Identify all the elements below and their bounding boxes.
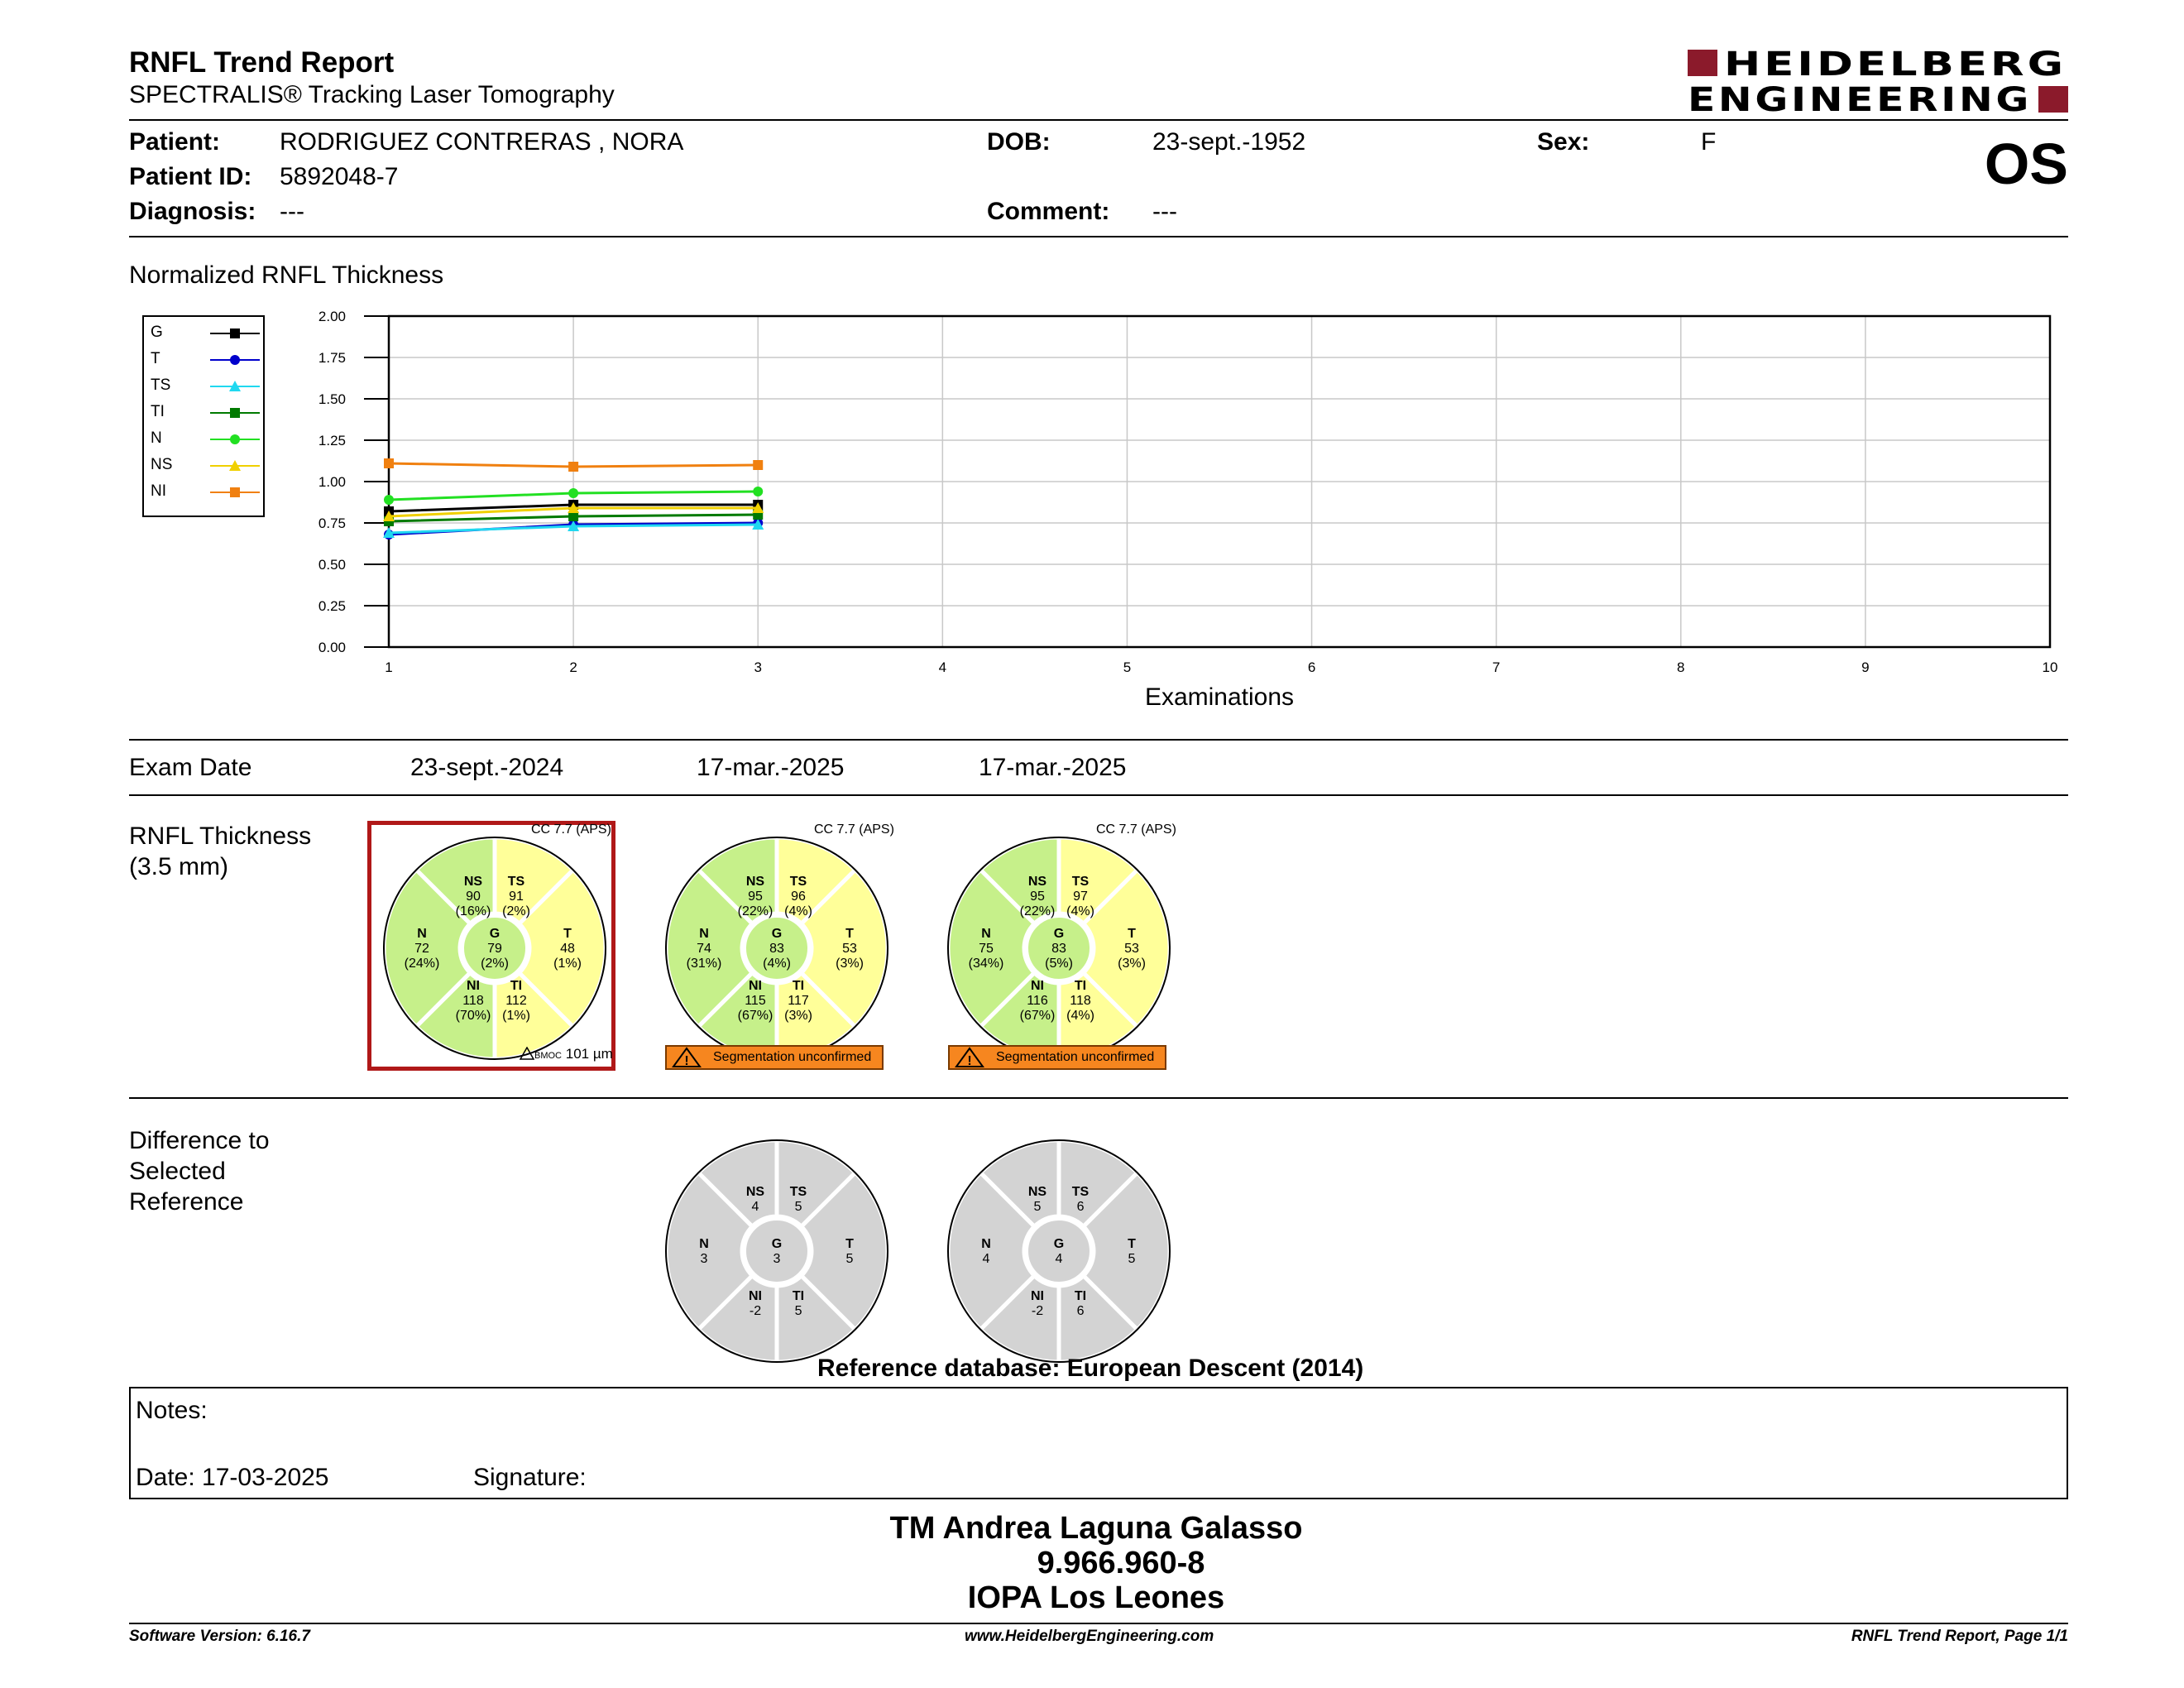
difference-circle-2[interactable] [663, 1137, 891, 1365]
sector-value: -2 [1031, 1303, 1044, 1318]
warning-icon [955, 1047, 984, 1068]
sector-value: 5 [1033, 1200, 1042, 1215]
sector-value: 97 [1073, 890, 1088, 904]
legend-marker [230, 328, 240, 338]
sector-label: T [1128, 927, 1136, 941]
sector-label: T [845, 927, 854, 941]
signer-id: 9.966.960-8 [1037, 1546, 1205, 1580]
sector-label: NS [745, 875, 765, 890]
y-tick-label: 0.25 [318, 598, 346, 614]
sector-label: N [699, 1237, 709, 1251]
sector-label: N [981, 927, 991, 941]
legend-label: NS [151, 456, 173, 473]
x-tick-label: 2 [569, 659, 577, 675]
exam-date-label: Exam Date [129, 754, 252, 781]
sector-value: 90 [466, 890, 481, 904]
legend-label: TS [151, 376, 171, 394]
x-tick-label: 6 [1307, 659, 1316, 675]
notes-label: Notes: [136, 1397, 208, 1424]
sector-label: TI [792, 978, 805, 993]
sector-label: TI [510, 978, 523, 993]
sector-value: 3 [700, 1252, 708, 1266]
legend-item-ti [151, 400, 258, 426]
sector-value: (2%) [481, 957, 509, 971]
software-version: Software Version: 6.16.7 [129, 1628, 310, 1645]
sector-value: 6 [1076, 1200, 1085, 1215]
data-point [753, 487, 763, 496]
sector-label: NI [748, 978, 762, 993]
sector-label: TS [789, 1185, 807, 1200]
x-tick-label: 9 [1861, 659, 1870, 675]
warning-icon [672, 1047, 702, 1068]
legend-swatch [208, 426, 261, 453]
sector-value: 91 [509, 890, 524, 904]
svg-text:!: ! [684, 1054, 689, 1068]
sector-value: (3%) [784, 1008, 812, 1023]
sector-value: 96 [791, 890, 806, 904]
signature-label: Signature: [473, 1464, 587, 1491]
sector-value: 5 [794, 1303, 802, 1318]
segmentation-warning-text: Segmentation unconfirmed [996, 1050, 1155, 1064]
sex-label: Sex: [1537, 128, 1590, 156]
data-point [384, 458, 394, 468]
sector-value: (1%) [502, 1008, 530, 1023]
sector-value: 72 [414, 942, 429, 956]
sector-label: N [417, 927, 427, 941]
rnfl-circle-2[interactable] [663, 834, 891, 1062]
sector-label: NS [1027, 875, 1047, 890]
sector-label: NS [1027, 1185, 1047, 1200]
x-tick-label: 10 [2042, 659, 2058, 675]
legend-label: T [151, 350, 160, 367]
sector-label: TS [1071, 875, 1090, 890]
sector-value: 118 [462, 993, 484, 1008]
sector-value: 5 [794, 1200, 802, 1215]
sector-value: 5 [845, 1252, 854, 1266]
sector-value: 4 [1055, 1252, 1063, 1266]
legend-swatch [208, 400, 261, 426]
legend-label: N [151, 429, 162, 447]
heidelberg-logo [1688, 45, 2068, 116]
sector-value: 3 [773, 1252, 781, 1266]
sector-label: G [1053, 1237, 1065, 1251]
sector-value: (4%) [1066, 904, 1094, 919]
patient-label: Patient: [129, 128, 221, 156]
y-tick-label: 0.75 [318, 516, 346, 531]
data-point [568, 488, 578, 498]
website-link[interactable]: www.HeidelbergEngineering.com [965, 1628, 1214, 1645]
patient-id-value: 5892048-7 [280, 163, 399, 190]
rnfl-diameter-label: (3.5 mm) [129, 853, 228, 880]
data-point [384, 495, 394, 505]
comment-value: --- [1152, 198, 1177, 225]
sector-value: 112 [505, 993, 527, 1008]
dob-value: 23-sept.-1952 [1152, 128, 1306, 156]
legend-item-g [151, 320, 258, 347]
sector-value: 74 [697, 942, 711, 956]
y-tick-label: 0.50 [318, 557, 346, 573]
sector-value: 4 [751, 1200, 759, 1215]
sector-label: NI [748, 1288, 762, 1303]
legend-item-ts [151, 373, 258, 400]
legend-marker [230, 408, 240, 418]
sector-value: (34%) [968, 957, 1004, 971]
sector-label: G [771, 927, 783, 941]
reference-database: Reference database: European Descent (2014) [817, 1355, 1364, 1382]
sector-value: 79 [487, 942, 502, 956]
y-tick-label: 1.25 [318, 433, 346, 448]
segmentation-warning-2 [665, 1045, 884, 1070]
sector-value: 95 [1030, 890, 1045, 904]
data-point [568, 462, 578, 472]
x-tick-label: 3 [754, 659, 762, 675]
diagnosis-value: --- [280, 198, 304, 225]
patient-divider [129, 236, 2068, 237]
comment-label: Comment: [987, 198, 1110, 225]
sector-g [1027, 1219, 1091, 1283]
thickness-divider [129, 1097, 2068, 1099]
exam-date-3: 17-mar.-2025 [979, 754, 1127, 781]
signer-institution: IOPA Los Leones [967, 1580, 1225, 1615]
sector-value: 117 [788, 993, 809, 1008]
sector-value: 115 [745, 993, 766, 1008]
sector-value: 4 [982, 1252, 990, 1266]
y-tick-label: 1.00 [318, 474, 346, 490]
sector-value: 75 [979, 942, 994, 956]
sector-label: G [1053, 927, 1065, 941]
sector-value: (3%) [836, 957, 864, 971]
sector-value: (70%) [455, 1008, 491, 1023]
patient-id-label: Patient ID: [129, 163, 252, 190]
x-tick-label: 4 [938, 659, 947, 675]
legend-marker [230, 434, 240, 444]
sector-label: G [771, 1237, 783, 1251]
legend-item-t [151, 347, 258, 373]
sector-value: (4%) [763, 957, 791, 971]
rnfl-thickness-label: RNFL Thickness [129, 822, 312, 850]
x-tick-label: 5 [1123, 659, 1132, 675]
sector-value: 53 [842, 942, 857, 956]
notes-box[interactable] [129, 1387, 2068, 1499]
legend-swatch [208, 453, 261, 479]
sector-label: TS [1071, 1185, 1090, 1200]
segmentation-warning-text: Segmentation unconfirmed [713, 1050, 872, 1064]
x-axis-label: Examinations [1144, 683, 1295, 711]
bmo-indicator [520, 1046, 613, 1062]
sector-label: T [563, 927, 572, 941]
sector-label: TI [1074, 978, 1087, 993]
sector-value: (31%) [686, 957, 722, 971]
difference-label-3: Reference [129, 1188, 244, 1216]
sector-value: 95 [748, 890, 763, 904]
legend-item-ni [151, 479, 258, 506]
brand-line2: ENGINEERING [1688, 81, 2032, 116]
x-tick-label: 1 [385, 659, 393, 675]
bmo-value: 101 µm [565, 1046, 613, 1062]
sector-label: N [699, 927, 709, 941]
sector-value: (22%) [737, 904, 774, 919]
sector-value: 83 [769, 942, 784, 956]
sector-label: N [981, 1237, 991, 1251]
sector-label: TS [507, 875, 525, 890]
x-tick-label: 8 [1677, 659, 1685, 675]
sector-value: (4%) [1066, 1008, 1094, 1023]
chart-divider [129, 739, 2068, 741]
trend-chart [281, 298, 2068, 712]
sector-value: (4%) [784, 904, 812, 919]
sex-value: F [1701, 128, 1717, 156]
legend-swatch [208, 347, 261, 373]
legend-marker [230, 487, 240, 497]
patient-name: RODRIGUEZ CONTRERAS , NORA [280, 128, 684, 156]
sector-value: (67%) [737, 1008, 774, 1023]
y-tick-label: 0.00 [318, 640, 346, 655]
warning-triangle-icon [520, 1047, 534, 1060]
y-tick-label: 2.00 [318, 309, 346, 324]
dob-label: DOB: [987, 128, 1051, 156]
sector-value: 48 [560, 942, 575, 956]
sector-label: G [489, 927, 500, 941]
cc-label-2: CC 7.7 (APS) [814, 822, 894, 837]
sector-label: NI [466, 978, 480, 993]
sector-value: 118 [1070, 993, 1091, 1008]
cc-label-1: CC 7.7 (APS) [531, 822, 611, 837]
report-subtitle: SPECTRALIS® Tracking Laser Tomography [129, 81, 615, 108]
trend-section-title: Normalized RNFL Thickness [129, 261, 444, 289]
chart-legend [142, 315, 265, 517]
eye-indicator: OS [1984, 132, 2068, 196]
footer-divider [129, 1623, 2068, 1624]
rnfl-circle-3[interactable] [945, 834, 1173, 1062]
sector-label: NI [1030, 978, 1044, 993]
sector-value: (16%) [455, 904, 491, 919]
sector-value: (1%) [553, 957, 582, 971]
bmo-label: BMOC [534, 1051, 562, 1061]
legend-swatch [208, 373, 261, 400]
sector-value: 53 [1124, 942, 1139, 956]
header-divider [129, 119, 2068, 121]
x-tick-label: 7 [1492, 659, 1501, 675]
sector-label: NI [1030, 1288, 1044, 1303]
rnfl-circle-1[interactable] [381, 834, 609, 1062]
cc-label-3: CC 7.7 (APS) [1096, 822, 1176, 837]
sector-label: T [845, 1237, 854, 1251]
legend-swatch [208, 320, 261, 347]
sector-value: 6 [1076, 1303, 1085, 1318]
dates-divider [129, 794, 2068, 796]
sector-value: 116 [1027, 993, 1048, 1008]
y-tick-label: 1.75 [318, 350, 346, 366]
difference-circle-3[interactable] [945, 1137, 1173, 1365]
notes-date: Date: 17-03-2025 [136, 1464, 329, 1491]
sector-label: T [1128, 1237, 1136, 1251]
signer-name: TM Andrea Laguna Galasso [889, 1511, 1303, 1546]
sector-g [745, 1219, 809, 1283]
sector-value: (67%) [1019, 1008, 1056, 1023]
legend-label: NI [151, 482, 166, 500]
sector-label: NS [463, 875, 483, 890]
y-tick-label: 1.50 [318, 391, 346, 407]
exam-date-2: 17-mar.-2025 [697, 754, 845, 781]
brand-line1: HEIDELBERG [1724, 46, 2067, 84]
diagnosis-label: Diagnosis: [129, 198, 256, 225]
sector-value: (5%) [1045, 957, 1073, 971]
sector-label: TI [1074, 1288, 1087, 1303]
difference-label-2: Selected [129, 1158, 226, 1185]
sector-value: 5 [1128, 1252, 1136, 1266]
data-point [753, 460, 763, 470]
sector-value: 83 [1051, 942, 1066, 956]
exam-date-1: 23-sept.-2024 [410, 754, 564, 781]
sector-label: TI [792, 1288, 805, 1303]
sector-value: -2 [749, 1303, 762, 1318]
sector-value: (22%) [1019, 904, 1056, 919]
sector-value: (2%) [502, 904, 530, 919]
difference-label-1: Difference to [129, 1127, 270, 1154]
legend-label: G [151, 324, 163, 341]
legend-marker [230, 355, 240, 365]
report-title: RNFL Trend Report [129, 46, 395, 79]
legend-item-n [151, 426, 258, 453]
svg-text:!: ! [967, 1054, 972, 1068]
sector-value: (3%) [1118, 957, 1146, 971]
legend-label: TI [151, 403, 165, 420]
legend-item-ns [151, 453, 258, 479]
legend-swatch [208, 479, 261, 506]
segmentation-warning-3 [948, 1045, 1166, 1070]
page-number: RNFL Trend Report, Page 1/1 [1851, 1628, 2068, 1645]
sector-label: NS [745, 1185, 765, 1200]
sector-value: (24%) [404, 957, 440, 971]
sector-label: TS [789, 875, 807, 890]
